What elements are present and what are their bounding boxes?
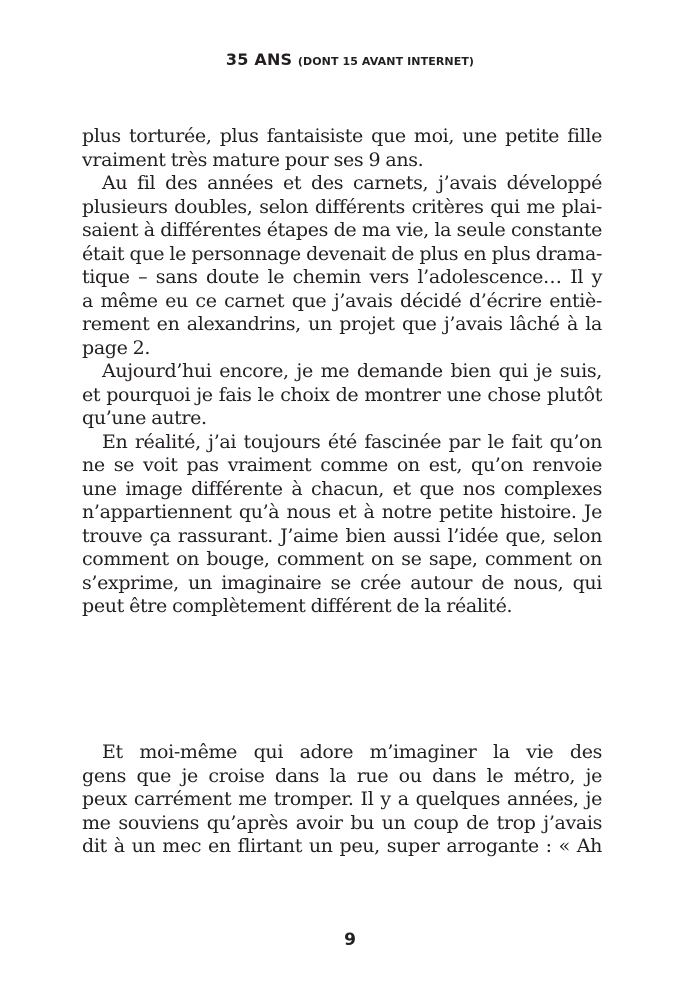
text-line: Au fil des années et des carnets, j’avais développé	[102, 172, 602, 194]
text-line: trouve ça rassurant. J’aime bien aussi l’idée que, selon	[82, 524, 602, 547]
running-header-title: 35 ANS	[225, 50, 293, 69]
text-line: Aujourd’hui encore, je me demande bien qui je suis,	[102, 360, 602, 382]
text-line: page 2.	[82, 336, 151, 359]
text-line: dit à un mec en flirtant un peu, super arrogante : « Ah	[82, 835, 602, 857]
body-text-section-1	[82, 125, 602, 619]
text-line: peux carrément me tromper. Il y a quelques années, je	[82, 788, 602, 810]
running-header	[0, 50, 700, 69]
text-line: vraiment très mature pour ses 9 ans.	[82, 148, 424, 171]
body-text-section-2	[82, 741, 602, 859]
text-line: plus torturée, plus fantaisiste que moi, une petite fille	[82, 125, 602, 147]
text-line: tique – sans doute le chemin vers l’adolescence… Il y	[82, 266, 602, 288]
text-line: qu’une autre.	[82, 407, 207, 429]
text-line: saient à différentes étapes de ma vie, la seule constante	[82, 219, 602, 241]
text-line: s’exprime, un imaginaire se crée autour de nous, qui	[82, 571, 602, 594]
text-line: ne se voit pas vraiment comme on est, qu’on renvoie	[82, 454, 602, 476]
page-number: 9	[344, 930, 356, 950]
text-line: me souviens qu’après avoir bu un coup de trop j’avais	[82, 811, 602, 834]
text-line: était que le personnage devenait de plus en plus drama-	[82, 242, 602, 265]
text-line: gens que je croise dans la rue ou dans le métro, je	[82, 764, 602, 787]
text-line: n’appartiennent qu’à nous et à notre petite histoire. Je	[82, 501, 602, 523]
text-line: et pourquoi je fais le choix de montrer une chose plutôt	[82, 383, 602, 406]
text-line: plusieurs doubles, selon différents critères qui me plai-	[82, 195, 602, 218]
text-line: a même eu ce carnet que j’avais décidé d’écrire entiè-	[82, 289, 602, 312]
text-line: rement en alexandrins, un projet que j’avais lâché à la	[82, 313, 602, 335]
text-line: une image différente à chacun, et que nos complexes	[82, 477, 602, 500]
text-line: peut être complètement différent de la réalité.	[82, 595, 513, 617]
text-line: comment on bouge, comment on se sape, comment on	[82, 548, 602, 570]
running-header-subtitle: (DONT 15 AVANT INTERNET)	[297, 55, 475, 68]
text-line: Et moi-même qui adore m’imaginer la vie des	[102, 741, 602, 763]
text-line: En réalité, j’ai toujours été fascinée par le fait qu’on	[102, 430, 602, 453]
